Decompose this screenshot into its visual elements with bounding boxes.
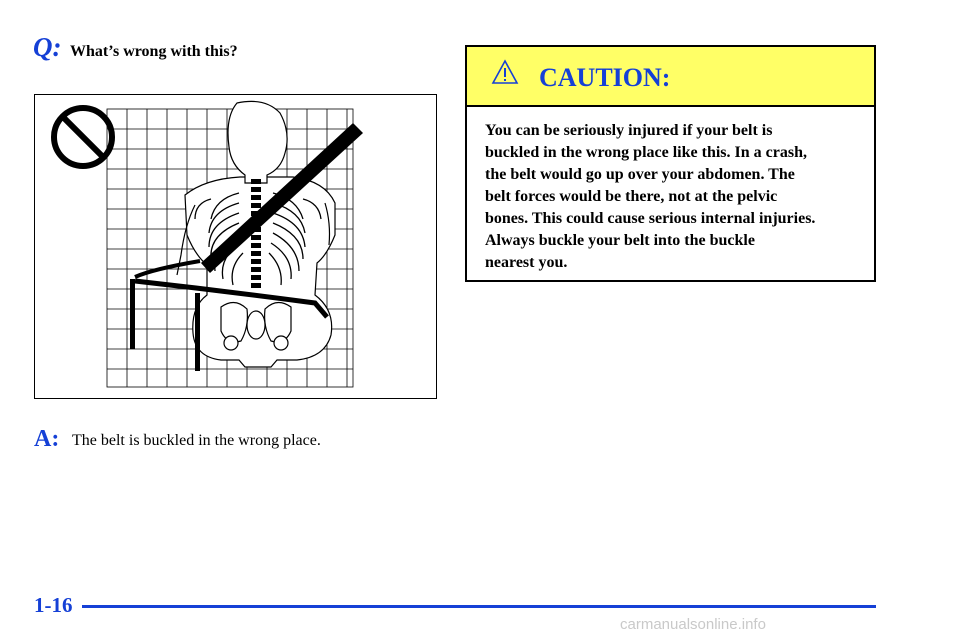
caution-text — [485, 120, 870, 274]
seat-belt-illustration — [34, 94, 437, 399]
answer-marker: A: — [34, 426, 60, 452]
caution-line: belt forces would be there, not at the pelvic — [485, 188, 778, 205]
caution-line: the belt would go up over your abdomen. The — [485, 166, 795, 183]
watermark-logo: carmanualsonline.info — [620, 616, 766, 633]
caution-line: buckled in the wrong place like this. In a crash, — [485, 144, 807, 161]
no-symbol-icon — [54, 108, 112, 166]
page-number: 1-16 — [34, 593, 73, 617]
caution-line: Always buckle your belt into the buckle — [485, 232, 755, 249]
caution-title: CAUTION: — [539, 63, 671, 92]
caution-line: nearest you. — [485, 254, 568, 271]
skeleton-belt-figure — [35, 95, 436, 398]
caution-box — [465, 45, 876, 282]
caution-header — [467, 47, 874, 107]
footer-rule — [82, 605, 876, 608]
question-text: What’s wrong with this? — [70, 43, 238, 60]
warning-triangle-icon — [491, 59, 519, 85]
answer-text: The belt is buckled in the wrong place. — [72, 432, 321, 449]
caution-line: You can be seriously injured if your belt is — [485, 122, 773, 139]
question-marker: Q: — [33, 32, 62, 62]
caution-line: bones. This could cause serious internal injuries. — [485, 210, 816, 227]
